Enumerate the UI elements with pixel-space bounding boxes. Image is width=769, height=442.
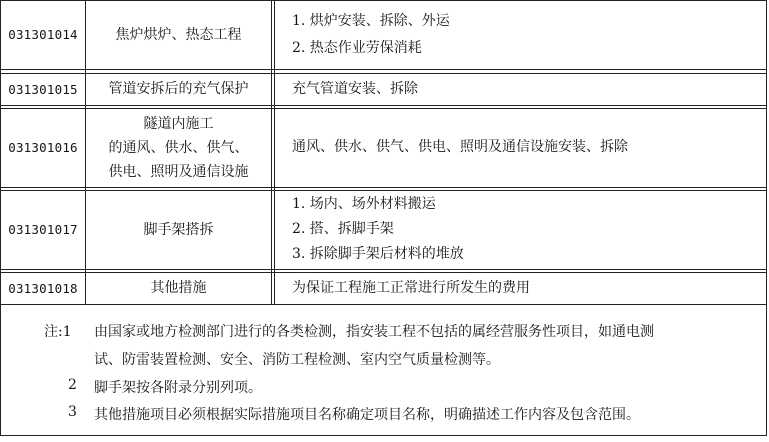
item-name-line: 脚手架搭拆 — [143, 221, 214, 238]
item-name-line: 供电、照明及通信设施 — [108, 163, 249, 180]
row-divider — [0, 105, 767, 106]
item-name-line: 焦炉烘炉、热态工程 — [115, 26, 242, 43]
item-name-line: 管道安拆后的充气保护 — [108, 81, 249, 97]
item-name-line: 的通风、供水、供气、 — [108, 139, 249, 156]
work-content — [292, 0, 762, 69]
work-content-line: 2. 热态作业劳保消耗 — [292, 39, 422, 56]
work-content-line: 2. 搭、拆脚手架 — [292, 221, 394, 237]
item-code: 031301016 — [8, 140, 78, 155]
note-1-line-1: 由国家或地方检测部门进行的各类检测，指安装工程不包括的属经营服务性项目，如通电测 — [94, 324, 654, 340]
work-content-line: 为保证工程施工正常进行所发生的费用 — [292, 279, 530, 296]
item-name — [86, 73, 271, 105]
item-name — [86, 0, 271, 69]
item-name-line: 其他措施 — [150, 280, 207, 296]
item-name — [86, 190, 271, 269]
work-content-line: 3. 拆除脚手架后材料的堆放 — [292, 246, 464, 262]
work-content — [292, 272, 762, 304]
item-code: 031301018 — [8, 280, 78, 296]
row-divider — [0, 187, 767, 188]
item-code: 031301014 — [8, 27, 78, 42]
item-code: 031301017 — [8, 222, 78, 237]
column-divider — [274, 0, 275, 304]
item-code: 031301015 — [8, 81, 78, 97]
note-number: 2 — [68, 377, 77, 393]
work-content — [292, 73, 762, 105]
work-content-line: 充气管道安装、拆除 — [292, 80, 418, 97]
work-content-line: 1. 烘炉安装、拆除、外运 — [292, 12, 450, 29]
work-content — [292, 190, 762, 269]
column-divider — [271, 0, 272, 304]
note-2-text: 脚手架按各附录分别列项。 — [94, 380, 262, 396]
item-name — [86, 272, 271, 304]
note-prefix: 注:1 — [44, 324, 72, 340]
note-3-text: 其他措施项目必须根据实际措施项目名称确定项目名称，明确描述工作内容及包含范围。 — [94, 407, 640, 423]
item-name-line: 隧道内施工 — [143, 115, 214, 132]
note-number: 3 — [68, 404, 77, 420]
work-content — [292, 108, 762, 187]
work-content-line: 1. 场内、场外材料搬运 — [292, 196, 436, 212]
notes-section — [0, 305, 767, 436]
row-divider — [0, 269, 767, 270]
item-name — [86, 108, 271, 187]
row-divider — [0, 69, 767, 70]
work-content-line: 通风、供水、供气、供电、照明及通信设施安装、拆除 — [292, 139, 628, 155]
note-1-line-2: 试、防雷装置检测、安全、消防工程检测、室内空气质量检测等。 — [94, 352, 500, 368]
